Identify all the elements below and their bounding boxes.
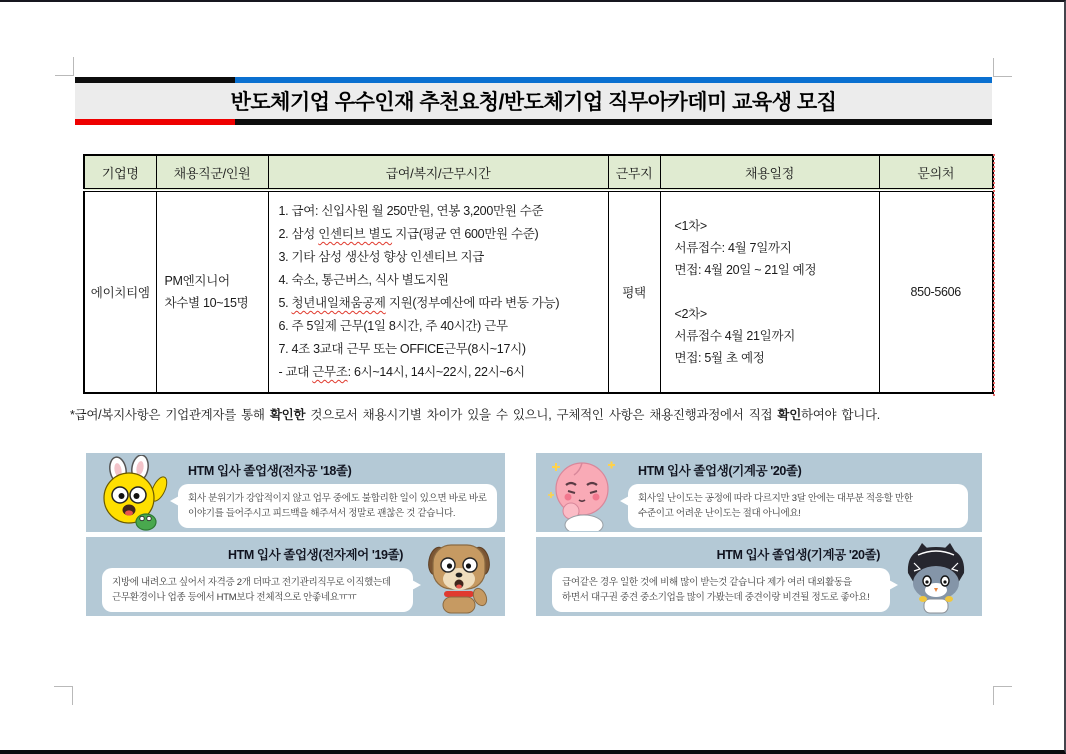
crop-mark-top-right	[993, 58, 1012, 77]
testimonial-group-right	[536, 453, 982, 616]
position-line: 차수별 10~15명	[164, 296, 249, 310]
speech-bubble: 지방에 내려오고 싶어서 자격증 2개 더따고 전기관리직무로 이직했는데 근무환경이나 업종 등에서 HTM보다 전체적으로 안좋네요ㅠㅠ	[102, 568, 413, 612]
page-margin-dotted-line	[993, 154, 995, 396]
testimonial-title: HTM 입사 졸업생(전자공 '18졸)	[188, 464, 352, 478]
speech-bubble: 급여같은 경우 일한 것에 비해 많이 받는것 같습니다 제가 여러 대외활동을 하면서 대구권 중견 중소기업을 많이 가봤는데 중견이랑 비견될 정도로 좋아요!	[552, 568, 890, 612]
crop-mark-bottom-right	[993, 686, 1012, 705]
table-header-row	[84, 155, 993, 190]
table-row	[84, 190, 993, 393]
banner-top-rule	[75, 77, 992, 83]
pink-peach-character-icon	[536, 453, 628, 532]
testimonial-box-4	[536, 537, 982, 616]
position-line: PM엔지니어	[164, 274, 230, 288]
job-posting-table	[83, 154, 994, 394]
schedule-round-2: <2차> 서류접수 4월 21일까지 면접: 5월 초 예정	[674, 307, 796, 365]
testimonial-title: HTM 입사 졸업생(전자제어 '19졸)	[227, 548, 403, 562]
position-cell	[156, 190, 268, 393]
testimonial-box-1	[86, 453, 505, 532]
header-contact: 문의처	[879, 155, 993, 190]
testimonial-box-3	[536, 453, 982, 532]
schedule-round-1: <1차> 서류접수: 4월 7일까지 면접: 4월 20일 ~ 21일 예정	[674, 219, 817, 277]
brown-dog-character-icon	[413, 537, 505, 616]
page-title: 반도체기업 우수인재 추천요청/반도체기업 직무아카데미 교육생 모집	[230, 91, 837, 114]
header-location: 근무지	[608, 155, 660, 190]
crop-mark-bottom-left	[54, 686, 73, 705]
benefits-list: 1. 급여: 신입사원 월 250만원, 연봉 3,200만원 수준 2. 삼성 인센티브 별도 지급(평균 연 600만원 수준) 3. 기타 삼성 생산성 향상 인센티브 지급 4. 숙소, 통근버스, 식사 별도지원 5. 청년내일채움공제 지원(정부예산에 따라 변동 가능) 6. 주 5일제 근무(1일 8시간, 주 40시간) 근무 7. 4조 3교대 근무 또는 OFFICE근무(8시~17시) - 교대 근무조: 6시~14시, 14시~22시, 22시~6시	[278, 204, 560, 379]
contact-cell: 850-5606	[879, 190, 993, 393]
testimonial-group-left	[86, 453, 505, 616]
header-schedule: 채용일정	[660, 155, 879, 190]
header-position: 채용직군/인원	[156, 155, 268, 190]
company-cell: 에이치티엠	[84, 190, 156, 393]
schedule-cell	[660, 190, 879, 393]
title-banner	[75, 77, 992, 125]
gray-cat-character-icon	[890, 537, 982, 616]
header-company: 기업명	[84, 155, 156, 190]
crop-mark-top-left	[55, 57, 74, 76]
benefits-cell	[268, 190, 608, 393]
speech-bubble: 회사 분위기가 강압적이지 않고 업무 중에도 불합리한 일이 있으면 바로 바로 이야기를 들어주시고 피드백을 해주셔서 정말로 괜찮은 것 같습니다.	[178, 484, 497, 528]
testimonial-title: HTM 입사 졸업생(기계공 '20졸)	[716, 548, 880, 562]
banner-bottom-rule	[75, 119, 992, 125]
footnote: *급여/복지사항은 기업관계자를 통해 확인한 것으로서 채용시기별 차이가 있을 수 있으니, 구체적인 사항은 채용진행과정에서 직접 확인하여야 합니다.	[70, 408, 880, 422]
location-cell: 평택	[608, 190, 660, 393]
yellow-rabbit-character-icon	[86, 453, 178, 532]
speech-bubble: 회사일 난이도는 공정에 따라 다르지만 3달 안에는 대부분 적응할 만한 수준이고 어려운 난이도는 절대 아니에요!	[628, 484, 968, 528]
testimonial-title: HTM 입사 졸업생(기계공 '20졸)	[638, 464, 802, 478]
header-benefits: 급여/복지/근무시간	[268, 155, 608, 190]
testimonial-box-2	[86, 537, 505, 616]
